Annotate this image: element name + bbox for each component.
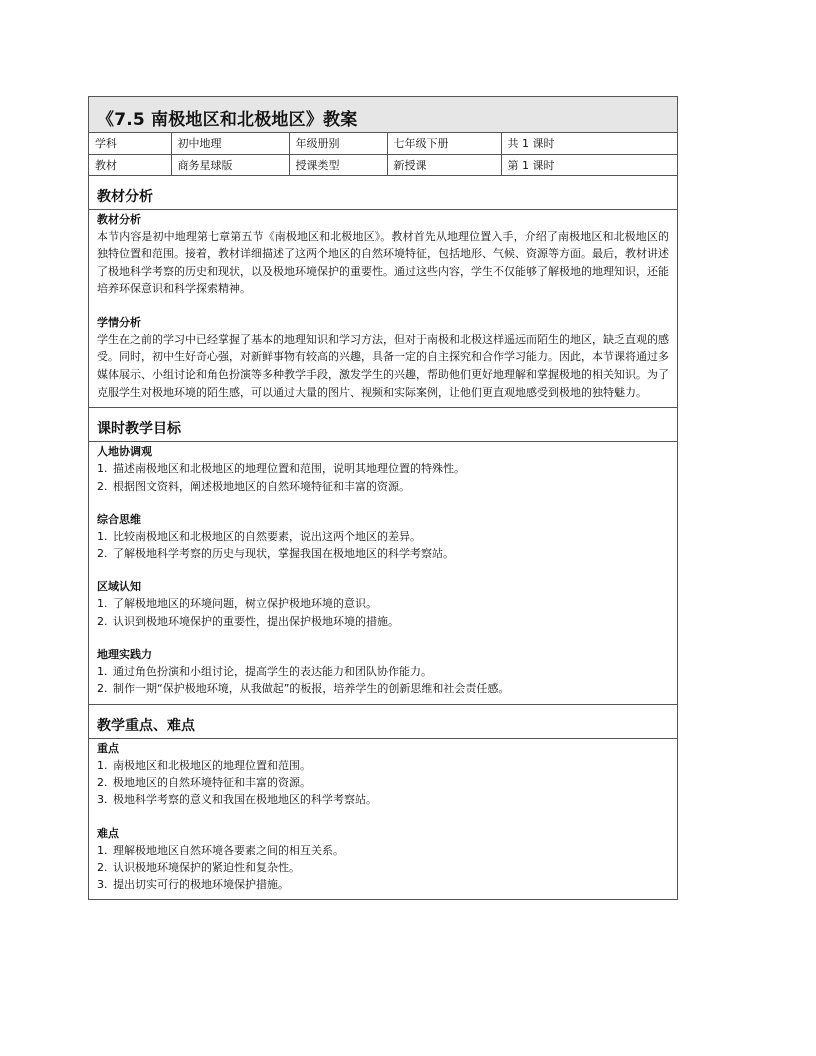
subsection-title: 教材分析: [97, 212, 141, 226]
list-item: 3. 极地科学考察的意义和我国在极地地区的科学考察站。: [97, 793, 377, 807]
paragraph: 学生在之前的学习中已经掌握了基本的地理知识和学习方法，但对于南极和北极这样遥远而陌生的地区，缺乏直观的感受。同时，初中生好奇心强，对新鲜事物有较高的兴趣，具备一定的自主探究和合作学习能力。因此，本节课将通过多媒体展示、小组讨论和角色扮演等多种教学手段，激发学生的兴趣，帮助他们更好地理解和掌握极地的相关知识。为了克服学生对极地环境的陌生感，可以通过大量的图片、视频和实际案例，让他们更直观地感受到极地的独特魅力。: [97, 332, 669, 399]
title-row: [89, 97, 677, 133]
section-body: [89, 210, 677, 408]
subsection-title: 重点: [97, 741, 119, 755]
info-cell-value: 七年级下册: [387, 133, 501, 154]
list-item: 1. 南极地区和北极地区的地理位置和范围。: [97, 758, 311, 772]
list-item: 2. 制作一期“保护极地环境，从我做起”的板报，培养学生的创新思维和社会责任感。: [97, 682, 510, 696]
info-row: [89, 154, 677, 175]
section-teaching-objectives: [89, 408, 677, 704]
list-item: 1. 理解极地地区自然环境各要素之间的相互关系。: [97, 843, 344, 857]
subsection-title: 学情分析: [97, 315, 141, 329]
list-item: 1. 了解极地地区的环境问题，树立保护极地环境的意识。: [97, 597, 377, 611]
info-cell-label: 年级册别: [289, 133, 387, 154]
list-item: 1. 描述南极地区和北极地区的地理位置和范围，说明其地理位置的特殊性。: [97, 462, 465, 476]
list-item: 1. 比较南极地区和北极地区的自然要素，说出这两个地区的差异。: [97, 529, 421, 543]
section-heading: 教材分析: [89, 176, 677, 210]
section-heading: 教学重点、难点: [89, 705, 677, 739]
subsection-title: 人地协调观: [97, 445, 152, 459]
list-item: 2. 认识到极地环境保护的重要性，提出保护极地环境的措施。: [97, 614, 399, 628]
document-title: 《7.5 南极地区和北极地区》教案: [97, 110, 358, 130]
info-cell-value: 商务星球版: [171, 154, 289, 175]
list-item: 2. 认识极地环境保护的紧迫性和复杂性。: [97, 860, 300, 874]
subsection-title: 综合思维: [97, 512, 141, 526]
info-cell-label: 教材: [89, 154, 171, 175]
info-cell-label: 学科: [89, 133, 171, 154]
info-cell-label: 授课类型: [289, 154, 387, 175]
section-textbook-analysis: [89, 176, 677, 409]
list-item: 2. 根据图文资料，阐述极地地区的自然环境特征和丰富的资源。: [97, 479, 410, 493]
paragraph: 本节内容是初中地理第七章第五节《南极地区和北极地区》。教材首先从地理位置入手，介绍了南极地区和北极地区的独特位置和范围。接着，教材详细描述了这两个地区的自然环境特征，包括地形、气候、资源等方面。最后，教材讲述了极地科学考察的历史和现状，以及极地环境保护的重要性。通过这些内容，学生不仅能够了解极地的地理知识，还能培养环保意识和科学探索精神。: [97, 229, 669, 296]
subsection-title: 地理实践力: [97, 648, 152, 662]
lesson-plan-document: [88, 96, 678, 900]
section-body: [89, 739, 677, 900]
info-cell-value: 新授课: [387, 154, 501, 175]
course-info-table: [89, 133, 677, 176]
section-key-points: [89, 705, 677, 900]
section-body: [89, 442, 677, 703]
list-item: 1. 通过角色扮演和小组讨论，提高学生的表达能力和团队协作能力。: [97, 665, 432, 679]
info-cell-value: 共 1 课时: [501, 133, 677, 154]
list-item: 2. 了解极地科学考察的历史与现状，掌握我国在极地地区的科学考察站。: [97, 547, 454, 561]
info-row: [89, 133, 677, 154]
subsection-title: 区域认知: [97, 580, 141, 594]
info-cell-value: 初中地理: [171, 133, 289, 154]
subsection-title: 难点: [97, 826, 119, 840]
section-heading: 课时教学目标: [89, 408, 677, 442]
list-item: 2. 极地地区的自然环境特征和丰富的资源。: [97, 775, 311, 789]
info-cell-value: 第 1 课时: [501, 154, 677, 175]
list-item: 3. 提出切实可行的极地环境保护措施。: [97, 878, 289, 892]
